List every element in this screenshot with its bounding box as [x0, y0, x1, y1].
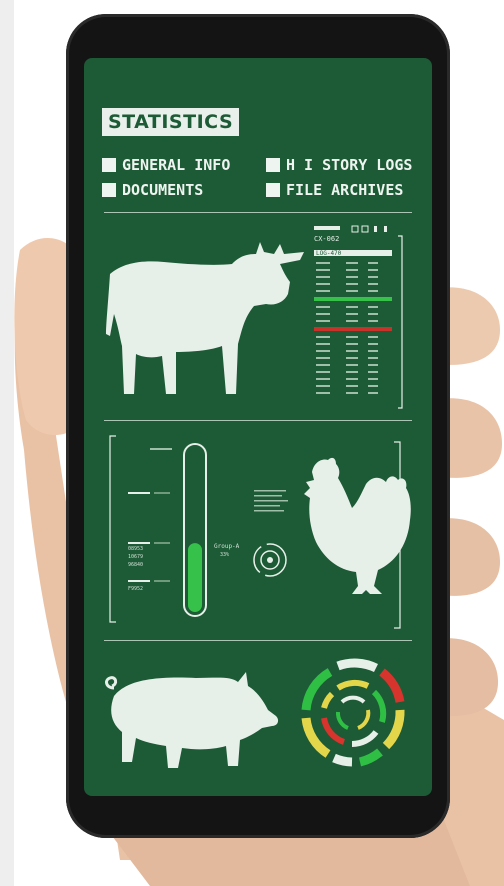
group-percent: 33% — [220, 552, 230, 558]
reading-bars — [124, 448, 174, 598]
reading-value: 10679 — [128, 554, 144, 560]
tube-fill — [188, 543, 202, 612]
reading-value: 08953 — [128, 546, 144, 552]
page-title: STATISTICS — [102, 108, 239, 136]
checkbox-icon[interactable] — [266, 183, 280, 197]
tube-gauge — [182, 442, 210, 618]
group-label: Group-A — [214, 543, 240, 550]
target-icon — [250, 540, 290, 580]
menu-documents-label: DOCUMENTS — [122, 181, 204, 199]
pig-icon — [96, 666, 284, 776]
cow-header-code: CX-062 — [314, 235, 340, 243]
menu-general-info[interactable] — [102, 156, 230, 174]
bracket-right — [386, 440, 406, 630]
menu-file-archives-label: FILE ARCHIVES — [286, 181, 404, 199]
divider — [104, 420, 412, 421]
menu-file-archives[interactable] — [266, 181, 403, 199]
checkbox-icon[interactable] — [102, 158, 116, 172]
checkbox-icon[interactable] — [266, 158, 280, 172]
divider — [104, 640, 412, 641]
checkbox-icon[interactable] — [102, 183, 116, 197]
menu-history-logs-label: H I STORY LOGS — [286, 156, 413, 174]
menu-general-info-label: GENERAL INFO — [122, 156, 231, 174]
phone-screen — [84, 58, 432, 796]
info-lines — [254, 488, 294, 518]
reading-value: 96840 — [128, 562, 144, 568]
cow-icon — [104, 234, 314, 404]
menu-history-logs[interactable] — [266, 156, 412, 174]
cow-tag-label: LOG-470 — [316, 250, 342, 257]
reading-value: F9952 — [128, 586, 144, 592]
menu-documents[interactable] — [102, 181, 203, 199]
divider — [104, 212, 412, 213]
ring-gauge — [298, 658, 408, 770]
